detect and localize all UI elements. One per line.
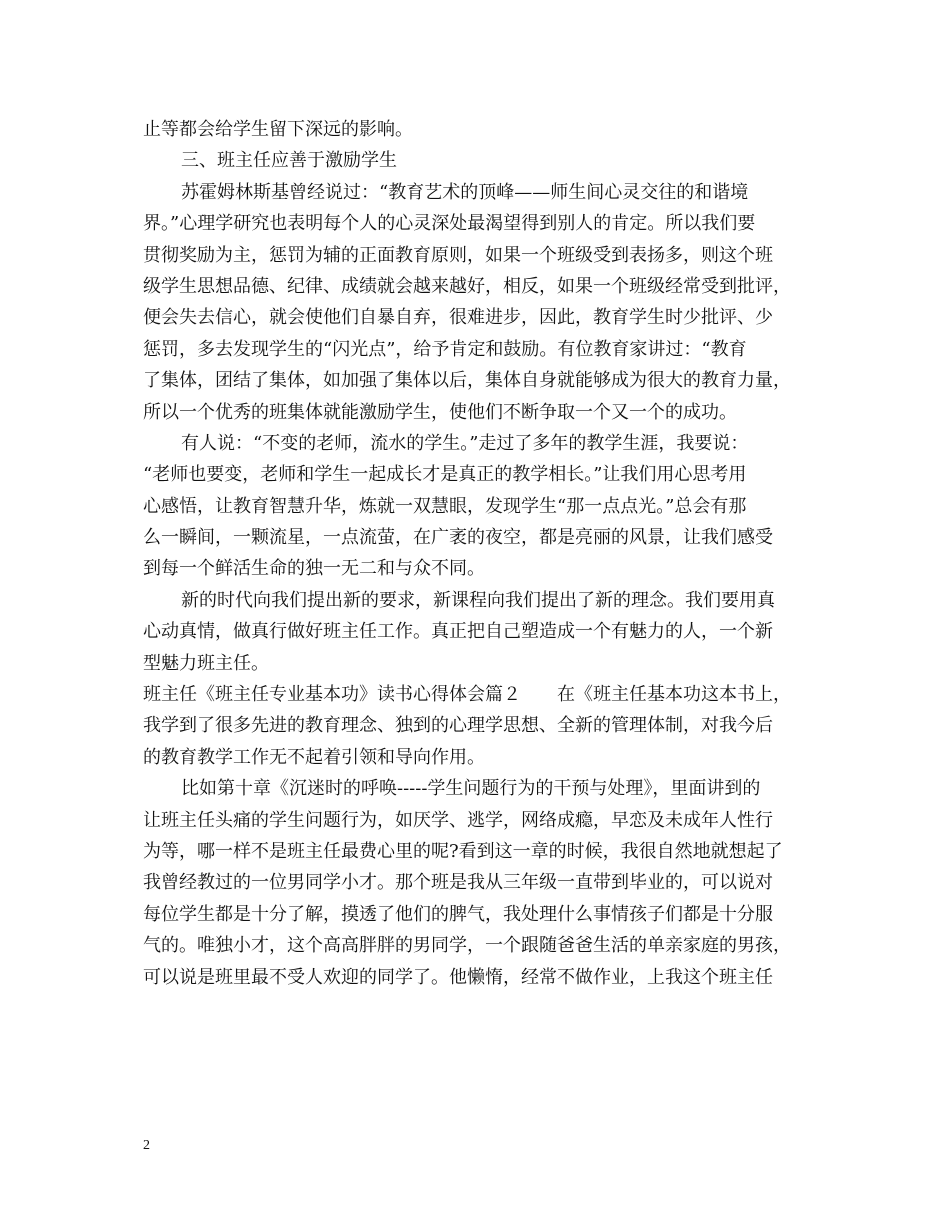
text-line: 级学生思想品德、纪律、成绩就会越来越好，相反，如果一个班级经常受到批评，: [143, 275, 791, 297]
text-line: 所以一个优秀的班集体就能激励学生，使他们不断争取一个又一个的成功。: [143, 401, 737, 423]
text-line: “老师也要变，老师和学生一起成长才是真正的教学相长。”让我们用心思考用: [143, 464, 747, 486]
text-line: 气的。唯独小才，这个高高胖胖的男同学，一个跟随爸爸生活的单亲家庭的男孩，: [143, 935, 791, 957]
text-line: 有人说：“不变的老师，流水的学生。”走过了多年的教学生涯，我要说：: [181, 432, 749, 454]
text-line: 新的时代向我们提出新的要求，新课程向我们提出了新的理念。我们要用真: [181, 589, 775, 611]
document-body: [143, 114, 833, 993]
text-line: 我曾经教过的一位男同学小才。那个班是我从三年级一直带到毕业的，可以说对: [143, 872, 773, 894]
text-line: 界。”心理学研究也表明每个人的心灵深处最渴望得到别人的肯定。所以我们要: [143, 213, 756, 235]
text-line: 贯彻奖励为主，惩罚为辅的正面教育原则，如果一个班级受到表扬多，则这个班: [143, 244, 773, 266]
text-line: 惩罚，多去发现学生的“闪光点”，给予肯定和鼓励。有位教育家讲过：“教育: [143, 338, 747, 360]
page-number: 2: [143, 1138, 150, 1153]
text-line: 比如第十章《沉迷时的呼唤-----学生问题行为的干预与处理》，里面讲到的: [181, 778, 761, 800]
text-line: 我学到了很多先进的教育理念、独到的心理学思想、全新的管理体制，对我今后: [143, 715, 773, 737]
text-line: 了集体，团结了集体，如加强了集体以后，集体自身就能够成为很大的教育力量，: [143, 370, 791, 392]
text-line: 心动真情，做真行做好班主任工作。真正把自己塑造成一个有魅力的人，一个新: [143, 621, 773, 643]
text-line: 让班主任头痛的学生问题行为，如厌学、逃学，网络成瘾，早恋及未成年人性行: [143, 809, 773, 831]
text-line: 苏霍姆林斯基曾经说过：“教育艺术的顶峰——师生间心灵交往的和谐境: [181, 181, 749, 203]
text-line: 便会失去信心，就会使他们自暴自弃，很难进步，因此，教育学生时少批评、少: [143, 307, 773, 329]
text-line: 为等，哪一样不是班主任最费心里的呢?看到这一章的时候，我很自然地就想起了: [143, 840, 783, 862]
text-line: 每位学生都是十分了解，摸透了他们的脾气，我处理什么事情孩子们都是十分服: [143, 903, 773, 925]
text-line: 班主任《班主任专业基本功》读书心得体会篇２ 在《班主任基本功这本书上，: [143, 684, 791, 706]
text-line: 心感悟，让教育智慧升华，炼就一双慧眼，发现学生“那一点点光。”总会有那: [143, 495, 747, 517]
text-line: 可以说是班里最不受人欢迎的同学了。他懒惰，经常不做作业，上我这个班主任: [143, 966, 773, 988]
text-line: 型魅力班主任。: [143, 652, 269, 674]
text-line: 止等都会给学生留下深远的影响。: [143, 119, 413, 140]
text-line: 的教育教学工作无不起着引领和导向作用。: [143, 746, 485, 768]
text-line: 三、班主任应善于激励学生: [181, 150, 397, 172]
text-line: 么一瞬间，一颗流星，一点流萤，在广袤的夜空，都是亮丽的风景，让我们感受: [143, 527, 773, 549]
text-line: 到每一个鲜活生命的独一无二和与众不同。: [143, 558, 485, 580]
